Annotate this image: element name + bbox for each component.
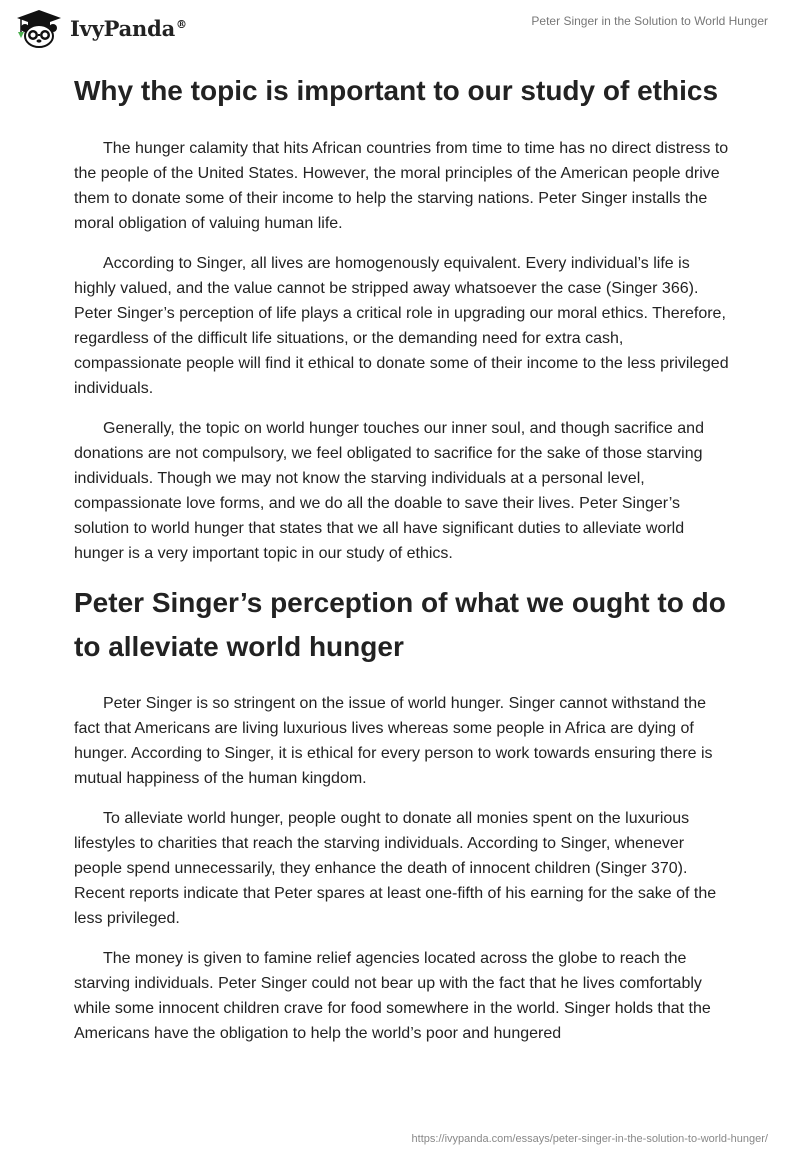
panda-graduate-icon — [14, 8, 64, 48]
essay-content — [74, 68, 734, 1061]
paragraph: The hunger calamity that hits African countries from time to time has no direct distress to the people of the United States. However, the moral principles of the American people drive them to donate some of their income to help the starving nations. Peter Singer installs the moral obligation of valuing human life. — [74, 140, 729, 232]
document-title: Peter Singer in the Solution to World Hunger — [531, 14, 768, 28]
paragraph: The money is given to famine relief agencies located across the globe to reach the starving individuals. Peter Singer could not bear up with the fact that he lives comfortably while some innocent children crave for food somewhere in the world. Singer holds that the Americans have the obligation to help the world’s poor and hungered — [74, 950, 711, 1042]
paragraph: Peter Singer is so stringent on the issue of world hunger. Singer cannot withstand the fact that Americans are living luxurious lives whereas some people in Africa are dying of hunger. According to Singer, it is ethical for every person to work towards ensuring there is mutual happiness of the human kingdom. — [74, 695, 713, 787]
ivypanda-logo[interactable] — [14, 8, 187, 48]
section-heading: Peter Singer’s perception of what we ought to do to alleviate world hunger — [74, 587, 726, 662]
paragraph: According to Singer, all lives are homogenously equivalent. Every individual’s life is highly valued, and the value cannot be stripped away whatsoever the case (Singer 366). Peter Singer’s perception of life plays a critical role in upgrading our moral ethics. Therefore, regardless of the difficult life situations, or the demanding need for extra cash, compassionate people will find it ethical to donate some of their income to the less privileged individuals. — [74, 255, 729, 397]
brand-name: IvyPanda® — [70, 15, 187, 41]
paragraph: To alleviate world hunger, people ought to donate all monies spent on the luxurious lifestyles to charities that reach the starving individuals. According to Singer, whenever people spend unnecessarily, they enhance the death of innocent children (Singer 370). Recent reports indicate that Peter spares at least one-fifth of his earning for the sake of the less privileged. — [74, 810, 717, 927]
section-heading: Why the topic is important to our study of ethics — [74, 75, 719, 106]
page-header — [0, 0, 800, 50]
paragraph: Generally, the topic on world hunger touches our inner soul, and though sacrifice and donations are not compulsory, we feel obligated to sacrifice for the sake of those starving individuals. Though we may not know the starving individuals at a personal level, compassionate love forms, and we do all the doable to save their lives. Peter Singer’s solution to world hunger that states that we all have significant duties to alleviate world hunger is a very important topic in our study of ethics. — [74, 420, 704, 562]
source-url[interactable]: https://ivypanda.com/essays/peter-singer-in-the-solution-to-world-hunger/ — [411, 1133, 768, 1145]
